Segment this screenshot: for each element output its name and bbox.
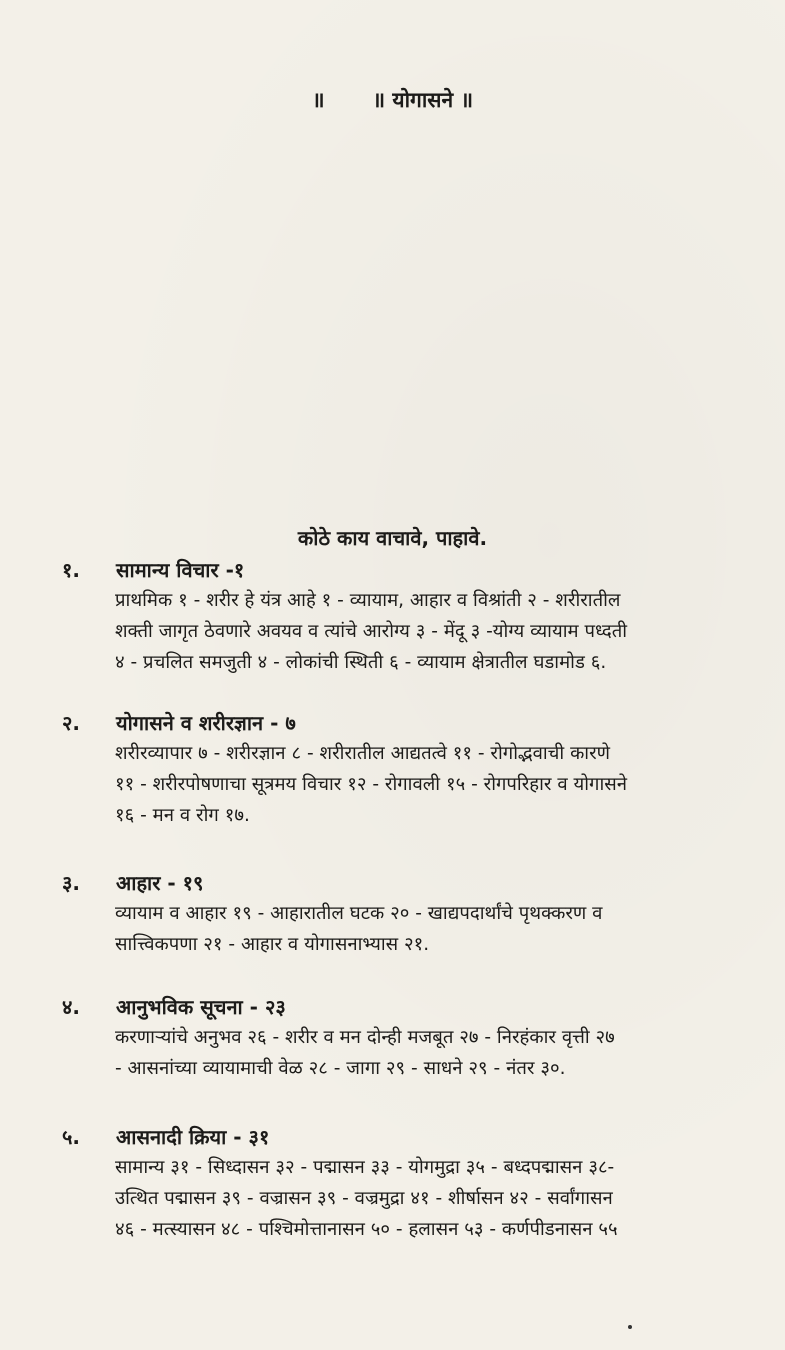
section-body: व्यायाम व आहार १९ - आहारातील घटक २० - खाद्यपदार्थांचे पृथक्करण व सात्त्विकपणा २१ - आहार व योगासनाभ्यास २१. [115, 903, 603, 955]
section-number: ४. [62, 995, 80, 1019]
section-title [62, 555, 722, 585]
header-title: ॥ योगासने ॥ [372, 88, 474, 112]
section-title-text: योगासने व शरीरज्ञान - ७ [116, 711, 296, 735]
section-title [62, 992, 722, 1022]
section-title-text: आसनादी क्रिया - ३१ [116, 1125, 270, 1149]
toc-section-1 [62, 555, 722, 678]
section-number: २. [62, 711, 80, 735]
section-title [62, 708, 722, 738]
toc-section-4 [62, 992, 722, 1084]
toc-section-2 [62, 708, 722, 831]
section-title-text: आनुभविक सूचना - २३ [116, 995, 286, 1019]
ink-dot [628, 1325, 632, 1329]
section-title-text: आहार - १९ [116, 871, 204, 895]
section-title-text: सामान्य विचार -१ [116, 558, 245, 582]
page-header [0, 86, 785, 114]
toc-section-3 [62, 868, 722, 960]
toc-heading: कोठे काय वाचावे, पाहावे. [297, 526, 488, 550]
section-number: १. [62, 558, 80, 582]
section-body: करणाऱ्यांचे अनुभव २६ - शरीर व मन दोन्ही मजबूत २७ - निरहंकार वृत्ती २७ - आसनांच्या व्यायामाची वेळ २८ - जागा २९ - साधने २९ - नंतर ३०. [115, 1027, 615, 1079]
section-number: ३. [62, 871, 80, 895]
section-body: सामान्य ३१ - सिध्दासन ३२ - पद्मासन ३३ - योगमुद्रा ३५ - बध्दपद्मासन ३८- उत्थित पद्मासन ३९ - वज्रासन ३९ - वज्रमुद्रा ४१ - शीर्षासन ४२ - सर्वांगासन ४६ - मत्स्यासन ४८ - पश्चिमोत्तानासन ५० - हलासन ५३ - कर्णपीडनासन ५५ [115, 1157, 618, 1240]
section-number: ५. [62, 1125, 80, 1149]
section-title [62, 1122, 722, 1152]
toc-section-5 [62, 1122, 722, 1245]
section-body: प्राथमिक १ - शरीर हे यंत्र आहे १ - व्यायाम, आहार व विश्रांती २ - शरीरातील शक्ती जागृत ठेवणारे अवयव व त्यांचे आरोग्य ३ - मेंदू ३ -योग्य व्यायाम पध्दती ४ - प्रचलित समजुती ४ - लोकांची स्थिती ६ - व्यायाम क्षेत्रातील घडामोड ६. [115, 590, 628, 673]
header-pipes: ॥ [311, 88, 325, 112]
section-body: शरीरव्यापार ७ - शरीरज्ञान ८ - शरीरातील आद्यतत्वे ११ - रोगोद्भवाची कारणे ११ - शरीरपोषणाचा सूत्रमय विचार १२ - रोगावली १५ - रोगपरिहार व योगासने १६ - मन व रोग १७. [115, 743, 628, 826]
section-title [62, 868, 722, 898]
